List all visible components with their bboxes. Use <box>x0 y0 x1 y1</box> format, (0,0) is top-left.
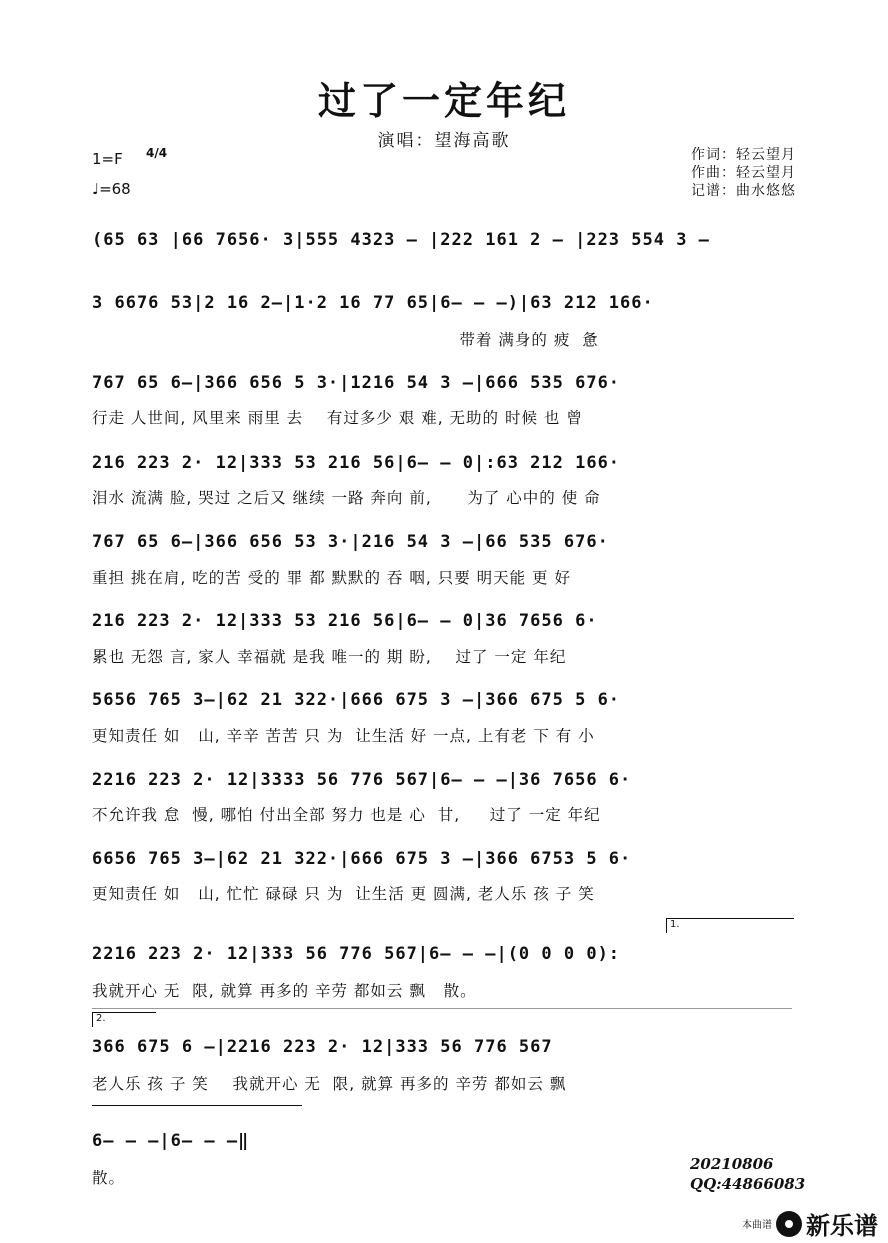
lyric-line: 更知责任 如 山, 辛辛 苦苦 只 为 让生活 好 一点, 上有老 下 有 小 <box>92 727 595 745</box>
contact-qq: QQ:44866083 <box>690 1175 806 1193</box>
tie-line <box>92 1105 302 1106</box>
lyric-line: 更知责任 如 山, 忙忙 碌碌 只 为 让生活 更 圆满, 老人乐 孩 子 笑 <box>92 885 595 903</box>
separator-line <box>92 1008 792 1009</box>
transcriber-credit: 记谱：曲水悠悠 <box>691 183 796 199</box>
lyric-line: 泪水 流满 脸, 哭过 之后又 继续 一路 奔向 前, 为了 心中的 使 命 <box>92 489 601 507</box>
composer-credit: 作曲：轻云望月 <box>691 165 796 181</box>
notation-row: 6656 765 3–|62 21 322·|666 675 3 –|366 6753 5 6· <box>92 849 632 869</box>
lyric-line: 不允许我 怠 慢, 哪怕 付出全部 努力 也是 心 甘, 过了 一定 年纪 <box>92 806 601 824</box>
notation-row: 2216 223 2· 12|3333 56 776 567|6– – –|36 7656 6· <box>92 770 632 790</box>
tempo-marking: ♩=68 <box>92 180 131 198</box>
notation-row: 5656 765 3–|62 21 322·|666 675 3 –|366 675 5 6· <box>92 690 621 710</box>
second-ending-bracket: 2. <box>92 1012 156 1027</box>
lyric-line: 散。 <box>92 1169 126 1187</box>
time-signature: 4/4 <box>146 146 168 160</box>
notation-row: 366 675 6 –|2216 223 2· 12|333 56 776 567 <box>92 1037 553 1057</box>
key-signature: 1=F <box>92 150 123 168</box>
lyricist-credit: 作词：轻云望月 <box>691 147 796 163</box>
notation-row: 767 65 6–|366 656 5 3·|1216 54 3 –|666 535 676· <box>92 373 621 393</box>
notation-row: 6– – –|6– – –‖ <box>92 1131 250 1151</box>
notation-row: 767 65 6–|366 656 53 3·|216 54 3 –|66 535 676· <box>92 532 609 552</box>
record-disc-icon <box>776 1211 802 1237</box>
notation-row: (65 63 |66 7656· 3|555 4323 – |222 161 2 – |223 554 3 – <box>92 230 710 250</box>
score-title: 过了一定年纪 <box>317 78 570 123</box>
watermark-brand: 新乐谱 <box>806 1212 878 1240</box>
notation-row: 3 6676 53|2 16 2–|1·2 16 77 65|6– – –)|63 212 166· <box>92 293 654 313</box>
notation-row: 216 223 2· 12|333 53 216 56|6– – 0|36 7656 6· <box>92 611 598 631</box>
first-ending-bracket: 1. <box>666 918 794 933</box>
lyric-line: 我就开心 无 限, 就算 再多的 辛劳 都如云 飘 散。 <box>92 982 477 1000</box>
transcription-date: 20210806 <box>690 1155 774 1173</box>
lyric-line: 老人乐 孩 子 笑 我就开心 无 限, 就算 再多的 辛劳 都如云 飘 <box>92 1075 567 1093</box>
lyric-line: 重担 挑在肩, 吃的苦 受的 罪 都 默默的 吞 咽, 只要 明天能 更 好 <box>92 569 571 587</box>
lyric-line: 行走 人世间, 风里来 雨里 去 有过多少 艰 难, 无助的 时候 也 曾 <box>92 409 583 427</box>
lyric-line: 带着 满身的 疲 惫 <box>92 331 599 349</box>
lyric-line: 累也 无怨 言, 家人 幸福就 是我 唯一的 期 盼, 过了 一定 年纪 <box>92 648 567 666</box>
credits-block <box>691 146 796 200</box>
watermark-small-text: 本曲谱 <box>742 1220 772 1231</box>
notation-row: 216 223 2· 12|333 53 216 56|6– – 0|:63 212 166· <box>92 453 621 473</box>
singer-credit: 演唱：望海高歌 <box>377 131 511 151</box>
notation-row: 2216 223 2· 12|333 56 776 567|6– – –|(0 0 0 0): <box>92 944 621 964</box>
watermark-logo <box>742 1206 878 1241</box>
